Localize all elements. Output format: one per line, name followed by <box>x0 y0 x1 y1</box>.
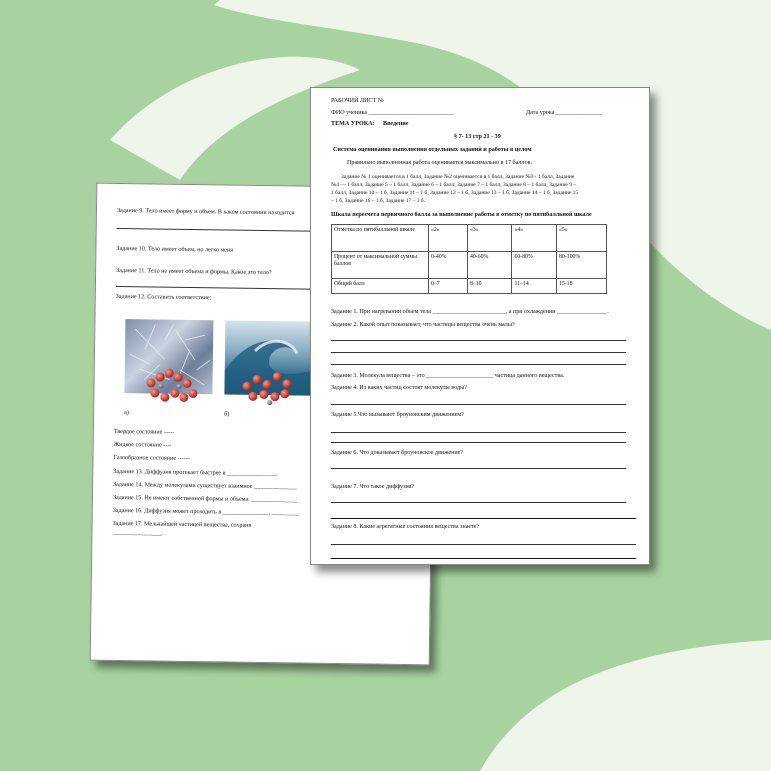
grading-heading: Система оценивания выполнения отдельных заданий и работы в целом <box>333 147 532 153</box>
liquid-molecules-illustration <box>242 370 303 411</box>
topic-value: Введение <box>383 121 409 127</box>
table-cell: Отметка по пятибалльной шкале <box>332 225 429 252</box>
table-cell: Общий балл <box>332 279 429 294</box>
table-cell: 40-60% <box>467 252 511 279</box>
answer-line <box>331 558 636 559</box>
table-row <box>332 252 607 279</box>
table-cell: 15-18 <box>556 279 606 294</box>
task-10: Задание 10. Тело имеет объем, но легко меня <box>116 245 234 254</box>
answer-line <box>331 432 626 433</box>
grading-line: №4 — 1 балл, Задание 5 – 1 балл, Задание 6 – 1 балл, Задание 7 – 1 балл, Задание 8 – 1 балл, Задание 9 – <box>331 182 577 188</box>
worksheet-title: РАБОЧИЙ ЛИСТ № <box>331 98 384 104</box>
task-7: Задание 7. Что такое диффузия? <box>331 484 415 490</box>
task-3: Задание 3. Молекула вещества – это ______________________ частица данного вещества. <box>331 373 565 379</box>
task-13: Задание 13. Диффузия протекает быстрее в ________________. <box>113 468 278 478</box>
task-15: Задание 15. Не имеют собственной формы и объема: _______________ <box>112 494 298 504</box>
answer-line <box>331 340 626 341</box>
state-solid: Твердое состояние ----- <box>113 428 175 436</box>
task-8: Задание 8. Какие агрегатные состояния вещества знаете? <box>331 524 480 530</box>
task-6: Задание 6. Что доказывает броуновское движение? <box>331 450 464 456</box>
table-cell: «3» <box>467 225 511 252</box>
task-12: Задание 12. Составить соответствие: <box>115 293 212 302</box>
front-worksheet <box>310 87 650 565</box>
answer-line <box>331 502 626 503</box>
task-2: Задание 2. Какой опыт показывает, что частицы вещества очень малы? <box>331 322 515 328</box>
table-cell: «2» <box>429 225 468 252</box>
task-17-tail: ________________. <box>112 529 163 537</box>
task-4: Задание 4. Из каких частиц состоят молекулы воды? <box>331 385 467 391</box>
table-cell: «5» <box>556 225 606 252</box>
table-cell: 0–7 <box>429 279 468 294</box>
table-cell: 80-100% <box>556 252 606 279</box>
answer-line <box>331 468 626 469</box>
table-cell: 8–10 <box>467 279 511 294</box>
solid-molecules-illustration <box>146 368 207 409</box>
grading-line: – 1 б, Задание 16 – 1 б, Задание 17 – 1 б. <box>331 198 426 204</box>
caption-b: б) <box>224 411 230 418</box>
task-11: Задание 11. Тело не имеет объема и формы. Какое это тело? <box>116 267 272 277</box>
topic-label: ТЕМА УРОКА: <box>331 121 375 127</box>
table-cell: Процент от максимальной суммы баллов <box>332 252 429 279</box>
caption-a: а) <box>124 410 129 417</box>
lesson-date-field: Дата урока _______________ <box>526 110 602 116</box>
grading-intro: Правильно выполненная работа оценивается максимально в 17 баллов. <box>347 160 532 166</box>
answer-line <box>331 352 626 353</box>
grading-line: Задание № 1 оценивается в 1 балл, Задание №2 оценивается в 1 балл, Задание №3 - 1 балл, Задание <box>341 174 575 180</box>
grading-line: 1 балл, Задание 10 – 1 б, Задание 11 – 1 б, Задание 12 – 1 б, Задание 13 – 1 б, Задание 14 – 1 б, Задание 15 <box>331 190 579 196</box>
answer-line <box>331 518 636 519</box>
answer-line <box>331 404 626 405</box>
paragraph-ref: § 7- 13 стр 21 - 39 <box>454 134 501 140</box>
score-table <box>331 224 607 294</box>
table-row <box>332 279 607 294</box>
answer-line <box>331 544 636 545</box>
table-cell: «4» <box>512 225 556 252</box>
task-9: Задание 9. Тело имеет форму и объем. В каком состоянии находится <box>116 207 295 217</box>
answer-line <box>331 442 626 443</box>
student-name-field: ФИО ученика ____________________________ <box>331 110 454 116</box>
task-1: Задание 1. При нагревании объем тела ________________________, а при охлаждении ________________ . <box>331 309 609 315</box>
state-liquid: Жидкое состояние ---- <box>113 441 172 449</box>
table-cell: 0-40% <box>429 252 468 279</box>
task-5: Задание 5.Что вызывают броуновским движением? <box>331 412 464 418</box>
scale-heading: Шкала пересчета первичного балла за выполнение работы в отметку по пятибалльной шкале <box>331 212 592 218</box>
task-16: Задание 16. Диффузия может проходить в _______________, _________ <box>112 507 299 517</box>
answer-line <box>331 364 626 365</box>
table-cell: 11–14 <box>512 279 556 294</box>
task-17: Задание 17. Мельчайшей частицей вещества, сохраня <box>112 520 252 529</box>
table-row <box>332 225 607 252</box>
table-cell: 60-80% <box>512 252 556 279</box>
task-14: Задание 14. Между молекулами существует взаимное ______________ <box>113 481 297 491</box>
state-gas: Газообразное состояние ------ <box>113 454 190 462</box>
